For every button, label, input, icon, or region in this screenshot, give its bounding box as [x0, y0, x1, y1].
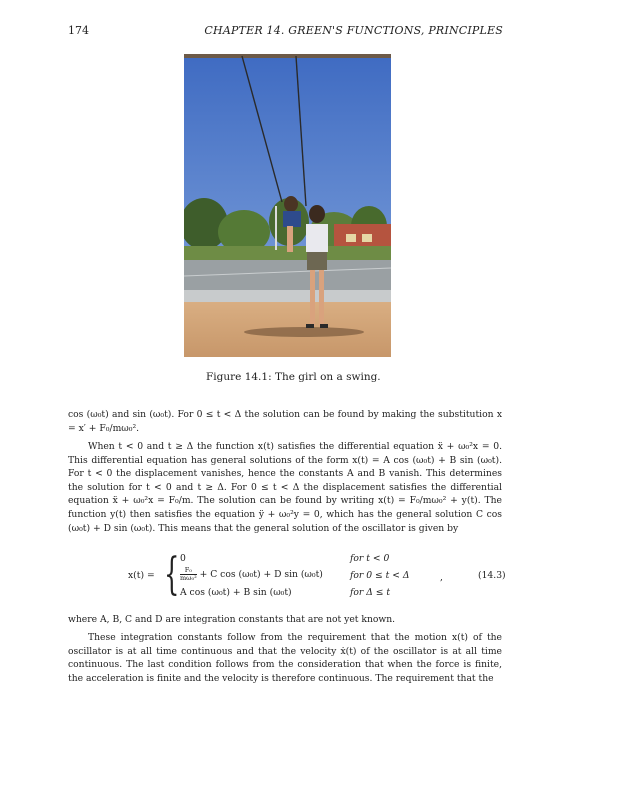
equation-cond-1: for t < 0	[350, 553, 390, 564]
equation-lhs: x(t) =	[128, 570, 155, 581]
equation-number: (14.3)	[478, 570, 506, 581]
figure-caption: Figure 14.1: The girl on a swing.	[206, 371, 381, 383]
figure-photo-girl-on-swing	[184, 54, 391, 357]
running-header: CHAPTER 14. GREEN'S FUNCTIONS, PRINCIPLES	[204, 24, 503, 37]
equation-fraction: $\frac{\text{F₀}}{\text{mω₀²}}$	[180, 566, 197, 582]
paragraph-1: cos (ω₀t) and sin (ω₀t). For 0 ≤ t < Δ the solution can be found by making the substitution x = x′ + F₀/mω₀².	[68, 409, 502, 434]
paragraph-3: where A, B, C and D are integration constants that are not yet known.	[68, 614, 396, 625]
equation-14-3	[68, 549, 506, 603]
paragraph-2: When t < 0 and t ≥ Δ the function x(t) satisfies the differential equation ẍ + ω₀²x = 0. This differential equation has general solutions of the form x(t) = A cos (ω₀t) + B sin (ω₀t). For t < 0 the displacement vanishes, hence the constants A and B vanish. This determines the solution for t < 0 and t ≥ Δ. For 0 ≤ t < Δ the displacement satisfies the differential equation ẍ + ω₀²x = F₀/m. The solution can be found by writing x(t) = F₀/mω₀² + y(t). The function y(t) then satisfies the equation ÿ + ω₀²y = 0, which has the general solution C cos (ω₀t) + D sin (ω₀t). This means that the general solution of the oscillator is given by	[68, 441, 502, 534]
equation-case-3: A cos (ω₀t) + B sin (ω₀t)	[180, 587, 292, 598]
equation-case-2: $\frac{\text{F₀}}{\text{mω₀²}}$ + C cos (ω₀t) + D sin (ω₀t)	[180, 566, 323, 582]
equation-case-1: 0	[180, 553, 186, 564]
page-number: 174	[68, 24, 89, 37]
equation-cond-3: for Δ ≤ t	[350, 587, 391, 598]
equation-cond-2: for 0 ≤ t < Δ	[350, 570, 410, 581]
equation-comma: ,	[440, 572, 443, 583]
paragraph-4: These integration constants follow from the requirement that the motion x(t) of the oscillator is at all time continuous and that the velocity ẋ(t) of the oscillator is at all time continuous. The last condition follows from the consideration that when the force is finite, the acceleration is finite and the velocity is therefore continuous. The requirement that the	[68, 632, 502, 684]
equation-brace: {	[164, 549, 180, 600]
